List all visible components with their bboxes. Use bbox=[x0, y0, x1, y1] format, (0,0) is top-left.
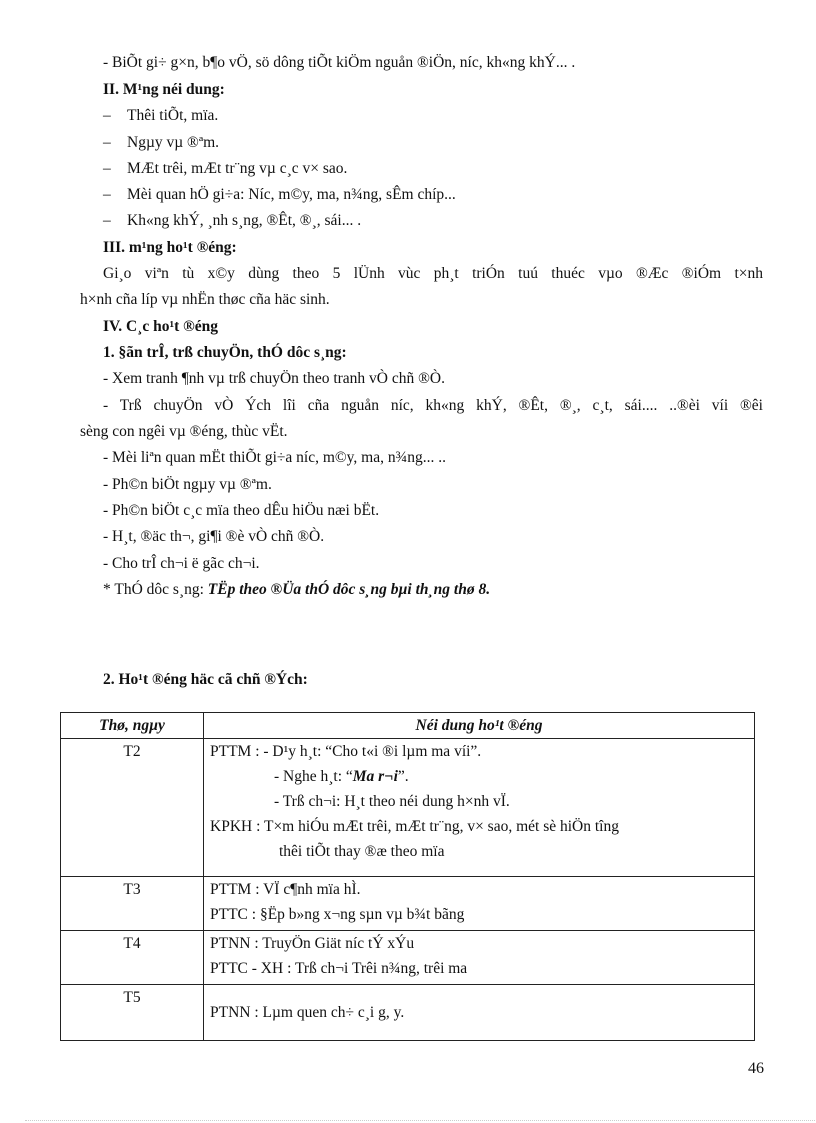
activity-line: - Cho trÎ ch¬i ë gãc ch¬i. bbox=[103, 555, 260, 572]
activity-line: - H¸t, ®äc th¬, gi¶i ®è vÒ chñ ®Ò. bbox=[103, 528, 325, 545]
schedule-table bbox=[60, 712, 755, 1041]
section4-title: IV. C¸c ho¹t ®éng bbox=[103, 318, 218, 335]
content-cell bbox=[204, 877, 755, 931]
section2-item: – MÆt trêi, mÆt tr¨ng vµ c¸c v× sao. bbox=[103, 160, 348, 177]
content-line: PTNN : TruyÖn Giät níc tÝ xÝu bbox=[210, 935, 415, 952]
section3-title: III. m¹ng ho¹t ®éng: bbox=[103, 239, 237, 256]
section2-item: – Thêi tiÕt, mïa. bbox=[103, 107, 219, 124]
content-line: PTTM : - D¹y h¸t: “Cho t«i ®i lµm ma víi”. bbox=[210, 743, 482, 760]
section2-item: – Kh«ng khÝ, ¸nh s¸ng, ®Êt, ®¸, sái... . bbox=[103, 212, 362, 229]
content-line: PTTM : VÏ c¶nh mïa hÌ. bbox=[210, 881, 361, 898]
bullet-dash: – bbox=[103, 134, 111, 151]
bullet-dash: – bbox=[103, 160, 111, 177]
header-day: Thø, ngµy bbox=[61, 713, 204, 739]
subsection1-title: 1. §ãn trÎ, trß chuyÖn, thÓ dôc s¸ng: bbox=[103, 344, 347, 361]
content-line: - Nghe h¸t: “Ma r¬i”. bbox=[274, 768, 409, 785]
day-cell: T4 bbox=[61, 931, 204, 985]
table-row bbox=[61, 931, 755, 985]
bullet-dash: – bbox=[103, 212, 111, 229]
exercise-label: * ThÓ dôc s¸ng: bbox=[103, 581, 208, 598]
section3-paragraph-line1: Gi¸o viªn tù x©y dùng theo 5 lÜnh vùc ph¸t triÓn tuú thuéc vµo ®Æc ®iÓm t×nh bbox=[103, 265, 763, 282]
table-row bbox=[61, 985, 755, 1041]
subsection2-title: 2. Ho¹t ®éng häc cã chñ ®Ých: bbox=[103, 671, 308, 688]
day-cell: T2 bbox=[61, 739, 204, 877]
header-content: Néi dung ho¹t ®éng bbox=[204, 713, 755, 739]
exercise-value: TËp theo ®Üa thÓ dôc s¸ng bµi th¸ng thø 8. bbox=[207, 581, 491, 598]
footer-dotted-rule bbox=[25, 1120, 815, 1121]
bullet-dash: – bbox=[103, 107, 111, 124]
content-line: - Trß ch¬i: H¸t theo néi dung h×nh vÏ. bbox=[274, 793, 510, 810]
bullet-dash: – bbox=[103, 186, 111, 203]
activity-line-cont: sèng con ngêi vµ ®éng, thùc vËt. bbox=[80, 423, 288, 440]
section2-item: – Ngµy vµ ®ªm. bbox=[103, 134, 220, 151]
table-header-row bbox=[61, 713, 755, 739]
section2-title: II. M¹ng néi dung: bbox=[103, 81, 225, 98]
activity-line: - Xem tranh ¶nh vµ trß chuyÖn theo tranh vÒ chñ ®Ò. bbox=[103, 370, 445, 387]
day-cell: T5 bbox=[61, 985, 204, 1041]
activity-line: - Ph©n biÖt c¸c mïa theo dÊu hiÖu næi bËt. bbox=[103, 502, 380, 519]
intro-line: - BiÕt gi÷ g×n, b¶o vÖ, sö dông tiÕt kiÖm nguån ®iÖn, níc, kh«ng khÝ... . bbox=[103, 54, 576, 71]
content-cell bbox=[204, 739, 755, 877]
content-line: thêi tiÕt thay ®æ theo mïa bbox=[279, 843, 445, 860]
content-line: PTTC : §Ëp b»ng x¬ng sµn vµ b¾t bãng bbox=[210, 906, 465, 923]
content-line: PTNN : Lµm quen ch÷ c¸i g, y. bbox=[210, 1004, 405, 1021]
content-cell bbox=[204, 985, 755, 1041]
section2-item: – Mèi quan hÖ gi÷a: Níc, m©y, ma, n¾ng, sÊm chíp... bbox=[103, 186, 456, 203]
song-title: Ma r¬i bbox=[352, 768, 398, 785]
page-number: 46 bbox=[748, 1060, 764, 1077]
day-cell: T3 bbox=[61, 877, 204, 931]
content-line: PTTC - XH : Trß ch¬i Trêi n¾ng, trêi ma bbox=[210, 960, 468, 977]
activity-line: - Mèi liªn quan mËt thiÕt gi÷a níc, m©y, ma, n¾ng... .. bbox=[103, 449, 446, 466]
activity-line: - Ph©n biÖt ngµy vµ ®ªm. bbox=[103, 476, 272, 493]
morning-exercise-line bbox=[103, 580, 490, 600]
activity-line: - Trß chuyÖn vÒ Ých lîi cña nguån níc, kh«ng khÝ, ®Êt, ®¸, c¸t, sái.... ..®èi víi ®êi bbox=[103, 397, 763, 414]
table-row bbox=[61, 877, 755, 931]
section3-paragraph-line2: h×nh cña líp vµ nhËn thøc cña häc sinh. bbox=[80, 291, 330, 308]
table-row bbox=[61, 739, 755, 877]
content-cell bbox=[204, 931, 755, 985]
content-line: KPKH : T×m hiÓu mÆt trêi, mÆt tr¨ng, v× sao, mét sè hiÖn tîng bbox=[210, 818, 619, 835]
